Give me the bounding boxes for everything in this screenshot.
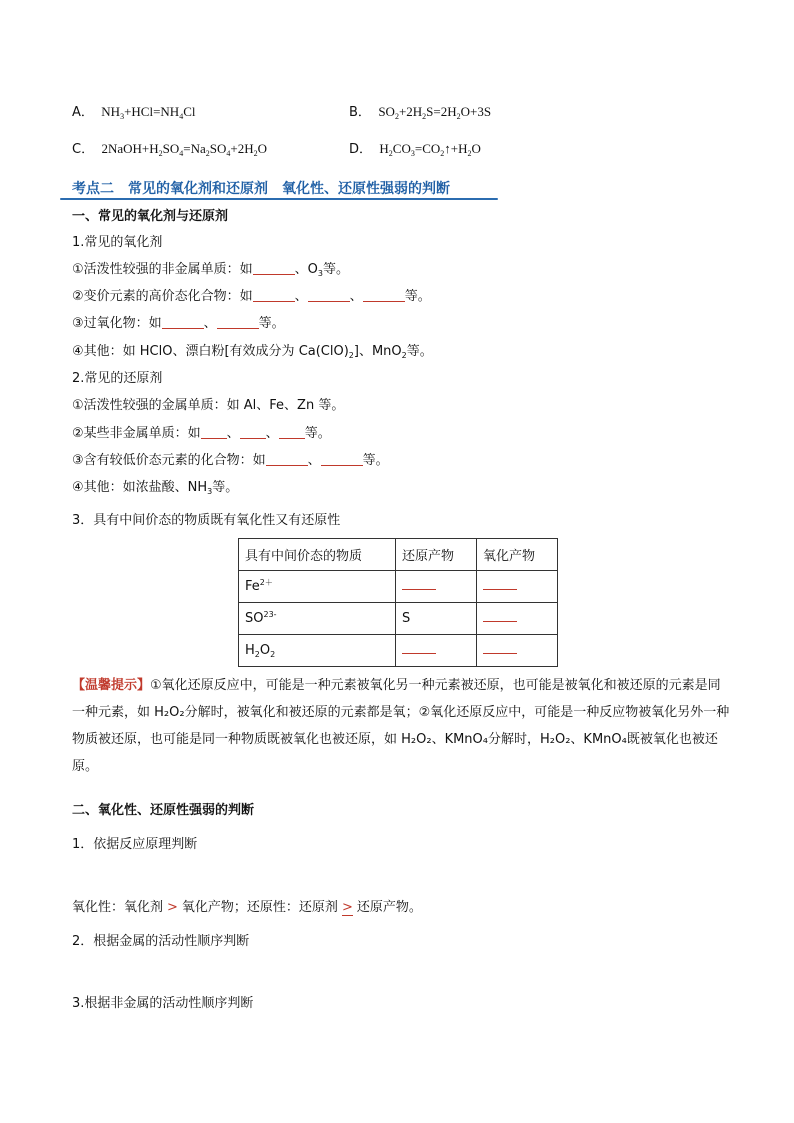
valence-table xyxy=(238,538,558,667)
rule-text-c: 还原产物。 xyxy=(356,900,422,915)
greater-than: > xyxy=(167,900,178,915)
oxidant-item-4-text: ④其他：如 HClO、漂白粉[有效成分为 Ca(ClO) xyxy=(72,344,349,359)
section-title: 考点二 常见的氧化剂和还原剂 氧化性、还原性强弱的判断 xyxy=(72,181,450,197)
fill-blank xyxy=(363,288,405,302)
table-row xyxy=(239,571,558,603)
oxidants-heading: 1.常见的氧化剂 xyxy=(72,235,163,250)
substance-cell: $Fe^{2+}$ xyxy=(239,571,396,603)
reductant-item-4-suffix: 等。 xyxy=(212,480,239,495)
reduced-cell xyxy=(396,571,477,603)
option-c xyxy=(72,140,267,159)
fill-blank xyxy=(308,288,350,302)
separator: 、 xyxy=(265,426,279,441)
fill-blank xyxy=(483,645,517,654)
table-header: 氧化产物 xyxy=(477,539,558,571)
fill-blank xyxy=(253,261,295,275)
fill-blank xyxy=(240,425,266,439)
title-underline xyxy=(60,198,498,200)
reductant-item-2-prefix: ②某些非金属单质：如 xyxy=(72,426,201,441)
table-row xyxy=(239,603,558,635)
oxidant-item-2-suffix: 等。 xyxy=(404,289,431,304)
option-d xyxy=(349,140,481,159)
oxidant-item-1-prefix: ①活泼性较强的非金属单质：如 xyxy=(72,262,253,277)
option-a-equation: $NH_3+HCl=NH_4Cl$ xyxy=(98,104,196,121)
separator: 、 xyxy=(294,262,308,277)
fill-blank xyxy=(266,452,308,466)
table-header-row xyxy=(239,539,558,571)
option-b-equation: $SO_2+2H_2S=2H_2O+3S$ xyxy=(375,104,492,121)
separator: 、 xyxy=(349,289,363,304)
option-a xyxy=(72,103,196,122)
fill-blank xyxy=(217,315,259,329)
oxidant-item-4-suffix: 等。 xyxy=(406,344,433,359)
oxidant-item-3 xyxy=(72,315,285,333)
fill-blank xyxy=(483,613,517,622)
part2-item3: 3.根据非金属的活动性顺序判断 xyxy=(72,996,254,1011)
reductant-item-4-text: ④其他：如浓盐酸、NH xyxy=(72,480,208,495)
oxidant-item-1-suffix: 等。 xyxy=(323,262,350,277)
fill-blank xyxy=(321,452,363,466)
reductant-item-3-suffix: 等。 xyxy=(362,453,389,468)
tip-text: ①氧化还原反应中，可能是一种元素被氧化另一种元素被还原，也可能是被氧化和被还原的元素是同一种元素，如 H₂O₂分解时，被氧化和被还原的元素都是氧；②氧化还原反应中，可能是一种反应物被氧化另外一种物质被还原，也可能是同一种物质既被氧化也被还原，如 H₂O₂、KMnO₄分解时，H₂O₂、KMnO₄既被氧化也被还原。 xyxy=(72,678,730,774)
reduced-cell xyxy=(396,635,477,667)
reductants-heading: 2.常见的还原剂 xyxy=(72,371,163,386)
oxidant-item-2 xyxy=(72,288,431,306)
option-b xyxy=(349,103,491,122)
oxidized-cell xyxy=(477,603,558,635)
item3-heading: 3．具有中间价态的物质既有氧化性又有还原性 xyxy=(72,513,341,528)
option-d-equation: $H_2CO_3=CO_2↑+H_2O$ xyxy=(376,141,481,158)
reductant-item-2-suffix: 等。 xyxy=(304,426,331,441)
fill-blank xyxy=(253,288,295,302)
oxidant-item-2-prefix: ②变价元素的高价态化合物：如 xyxy=(72,289,253,304)
oxidant-item-3-prefix: ③过氧化物：如 xyxy=(72,316,162,331)
option-c-equation: $2NaOH+H_2SO_4=Na_2SO_4+2H_2O$ xyxy=(98,141,267,158)
option-b-letter: B． xyxy=(349,105,371,120)
reductant-item-1: ①活泼性较强的金属单质：如 Al、Fe、Zn 等。 xyxy=(72,398,345,413)
fill-blank xyxy=(402,581,436,590)
table-row xyxy=(239,635,558,667)
reductant-item-4: ④其他：如浓盐酸、$NH_3$等。 xyxy=(72,480,239,496)
strength-rule xyxy=(72,899,422,917)
oxidant-item-3-suffix: 等。 xyxy=(258,316,285,331)
rule-text-b: 氧化产物；还原性：还原剂 xyxy=(181,900,338,915)
tip-label: 【温馨提示】 xyxy=(72,678,151,693)
rule-text-a: 氧化性：氧化剂 xyxy=(72,900,164,915)
separator: 、 xyxy=(294,289,308,304)
option-c-letter: C． xyxy=(72,142,95,157)
substance-cell: $H_2O_2$ xyxy=(239,635,396,667)
tip-paragraph xyxy=(72,672,732,780)
separator: 、 xyxy=(203,316,217,331)
table-header: 具有中间价态的物质 xyxy=(239,539,396,571)
part2-heading: 二、氧化性、还原性强弱的判断 xyxy=(72,803,255,818)
separator: 、 xyxy=(307,453,321,468)
oxidant-item-4-text-b: ]、MnO xyxy=(353,344,402,359)
separator: 、 xyxy=(226,426,240,441)
fill-blank xyxy=(162,315,204,329)
part1-heading: 一、常见的氧化剂与还原剂 xyxy=(72,209,229,224)
oxidant-item-1: ①活泼性较强的非金属单质：如 、$O_3$等。 xyxy=(72,262,350,278)
reductant-item-3-prefix: ③含有较低价态元素的化合物：如 xyxy=(72,453,266,468)
option-a-letter: A． xyxy=(72,105,94,120)
oxidized-cell xyxy=(477,635,558,667)
oxidant-item-4: ④其他：如 HClO、漂白粉[有效成分为 $Ca(ClO)_2$]、MnO$_2$等。 xyxy=(72,344,433,360)
oxidized-cell xyxy=(477,571,558,603)
fill-blank xyxy=(483,581,517,590)
reductant-item-3 xyxy=(72,452,389,470)
fill-blank xyxy=(402,645,436,654)
table-header: 还原产物 xyxy=(396,539,477,571)
fill-blank xyxy=(279,425,305,439)
reduced-cell: S xyxy=(396,603,477,635)
option-d-letter: D． xyxy=(349,142,373,157)
substance-cell: $SO^{23-}$ xyxy=(239,603,396,635)
fill-blank xyxy=(201,425,227,439)
reductant-item-2 xyxy=(72,425,331,443)
part2-item2: 2．根据金属的活动性顺序判断 xyxy=(72,934,250,949)
greater-than: > xyxy=(341,900,353,915)
part2-item1: 1．依据反应原理判断 xyxy=(72,837,198,852)
